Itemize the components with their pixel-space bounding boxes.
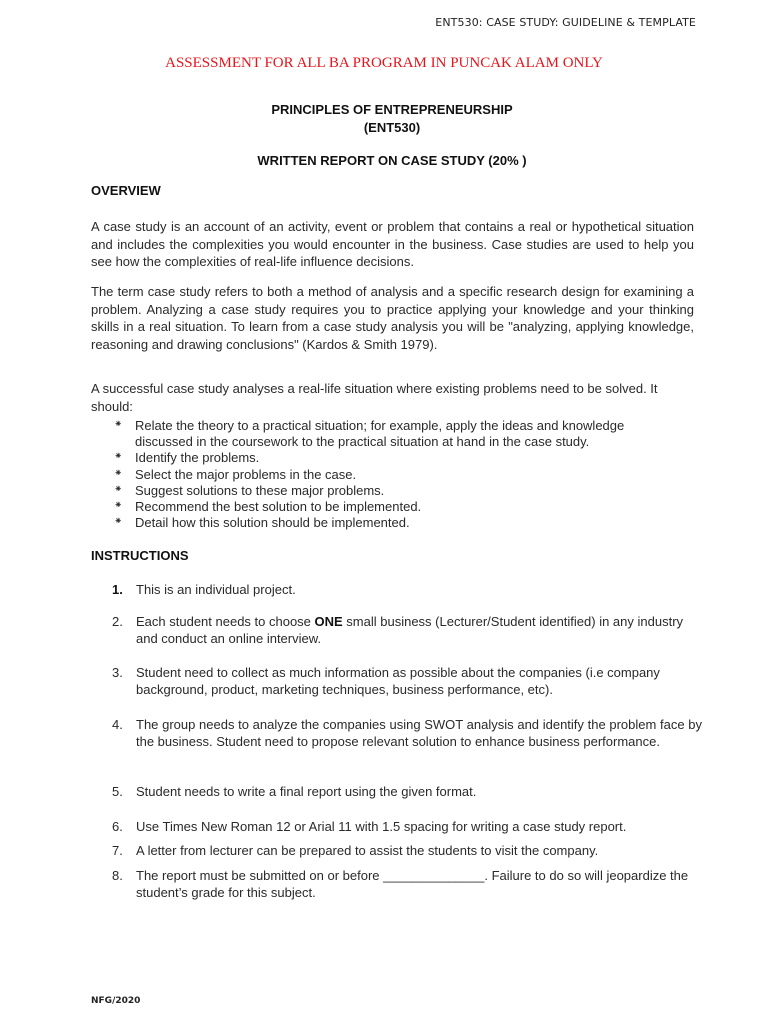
bullet-icon: ⁕	[114, 516, 123, 528]
instruction-item: 8. The report must be submitted on or before ______________. Failure to do so will jeopardize the student’s grade for this subject.	[112, 868, 689, 900]
instruction-item: 4. The group needs to analyze the companies using SWOT analysis and identify the problem face by the business. Student need to propose relevant solution to enhance business performance.	[112, 717, 702, 749]
instruction-item: 2. Each student needs to choose ONE small business (Lecturer/Student identified) in any industry and conduct an online interview.	[112, 614, 684, 646]
bullet-icon: ⁕	[114, 419, 123, 430]
report-title: WRITTEN REPORT ON CASE STUDY (20% )	[257, 153, 527, 168]
list-item: ⁕ Select the major problems in the case.	[114, 466, 357, 482]
instruction-item: 6. Use Times New Roman 12 or Arial 11 with 1.5 spacing for writing a case study report.	[112, 819, 627, 834]
bullet-icon: ⁕	[114, 467, 123, 479]
overview-paragraph: The term case study refers to both a method of analysis and a specific research design for examining a problem. Analyzing a case study requires you to practice applying your knowledge and your thinking skills in a real situation. To learn from a case study analysis you will be "analyzing, applying knowledge, reasoning and drawing conclusions" (Kardos & Smith 1979).	[91, 284, 694, 352]
instruction-item: 3. Student need to collect as much information as possible about the companies (i.e company background, product, marketing techniques, business performance, etc).	[112, 665, 660, 697]
instruction-number: 8.	[112, 868, 123, 883]
instructions-heading: INSTRUCTIONS	[91, 548, 189, 563]
instruction-number: 1.	[112, 582, 123, 597]
instruction-item: 5. Student needs to write a final report using the given format.	[112, 784, 477, 799]
emphasis: ONE	[314, 614, 343, 629]
list-item: ⁕ Recommend the best solution to be implemented.	[114, 499, 422, 515]
criteria-list	[114, 418, 674, 531]
instruction-item: 7. A letter from lecturer can be prepared to assist the students to visit the company.	[112, 843, 599, 858]
course-title	[0, 101, 768, 137]
page-footer: NFG/2020	[91, 996, 141, 1006]
instruction-number: 2.	[112, 614, 123, 629]
bullet-icon: ⁕	[114, 483, 123, 495]
assessment-title: ASSESSMENT FOR ALL BA PROGRAM IN PUNCAK ALAM ONLY	[165, 55, 603, 71]
bullet-icon: ⁕	[114, 500, 123, 512]
running-header: ENT530: CASE STUDY: GUIDELINE & TEMPLATE	[435, 16, 696, 29]
instruction-item: 1. This is an individual project.	[112, 582, 296, 597]
list-item: ⁕ Suggest solutions to these major problems.	[114, 482, 385, 498]
bullet-icon: ⁕	[114, 451, 123, 463]
instruction-number: 4.	[112, 717, 123, 732]
list-item: ⁕ Detail how this solution should be implemented.	[114, 515, 410, 531]
overview-paragraph: A successful case study analyses a real-life situation where existing problems need to be solved. It should:	[91, 381, 658, 414]
list-item: ⁕ Relate the theory to a practical situation; for example, apply the ideas and knowledge discussed in the coursework to the practical situation at hand in the case study.	[114, 418, 625, 450]
instruction-number: 3.	[112, 665, 123, 680]
course-code: (ENT530)	[363, 120, 421, 135]
overview-paragraph: A case study is an account of an activity, event or problem that contains a real or hypothetical situation and includes the complexities you would encounter in the business. Case studies are used to help you see how the complexities of real-life influence decisions.	[91, 219, 694, 269]
course-name: PRINCIPLES OF ENTREPRENEURSHIP	[271, 102, 513, 117]
instruction-number: 5.	[112, 784, 123, 799]
overview-heading: OVERVIEW	[91, 183, 161, 198]
instruction-number: 6.	[112, 819, 123, 834]
instruction-number: 7.	[112, 843, 123, 858]
list-item: ⁕ Identify the problems.	[114, 450, 260, 466]
